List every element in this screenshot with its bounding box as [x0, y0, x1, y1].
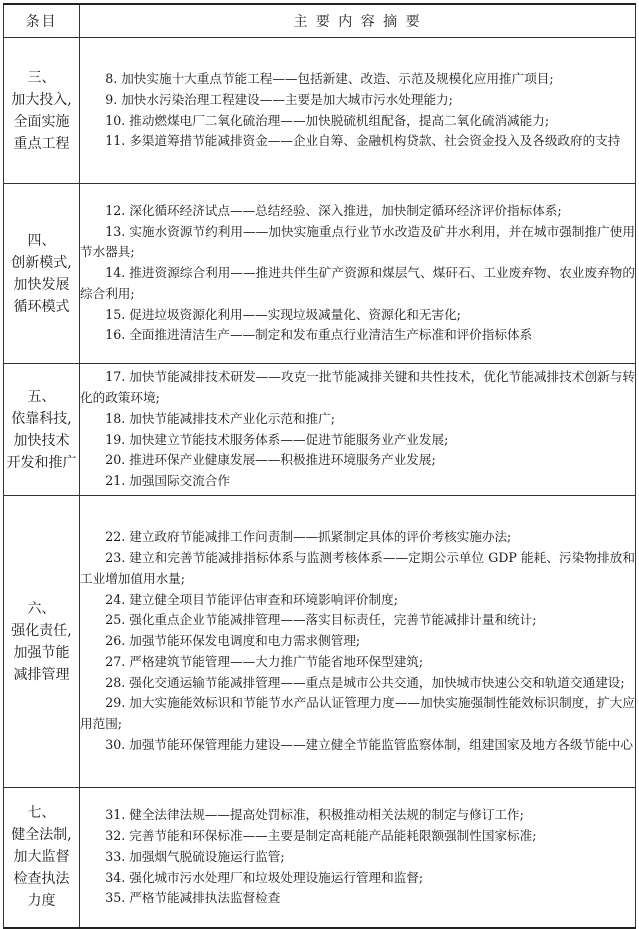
list-item: 23. 建立和完善节能减排指标体系与监测考核体系——定期公示单位 GDP 能耗、污染物排放和工业增加值用水量; — [80, 549, 635, 586]
section-items — [80, 496, 636, 788]
category-line: 加快技术 — [13, 432, 70, 449]
list-item: 9. 加快水污染治理工程建设——主要是加大城市污水处理能力; — [105, 91, 453, 107]
category-line: 检查执法 — [13, 871, 70, 888]
list-item: 20. 推进环保产业健康发展——积极推进环境服务产业发展; — [105, 452, 436, 468]
list-item: 25. 强化重点企业节能减排管理——落实目标责任，完善节能减排计量和统计; — [105, 612, 537, 628]
section-row — [4, 364, 636, 496]
section-category — [4, 38, 80, 184]
list-item: 22. 建立政府节能减排工作问责制——抓紧制定具体的评价考核实施办法; — [105, 529, 512, 545]
category-line: 力度 — [27, 893, 56, 910]
header-category: 条目 — [4, 4, 80, 38]
section-row — [4, 496, 636, 788]
list-item: 16. 全面推进清洁生产——制定和发布重点行业清洁生产标准和评价指标体系 — [105, 327, 533, 343]
category-line: 四、 — [27, 232, 56, 249]
list-item: 34. 强化城市污水处理厂和垃圾处理设施运行管理和监督; — [105, 869, 424, 885]
section-category — [4, 364, 80, 496]
category-line: 加大投入, — [11, 91, 72, 108]
category-line: 加大监督 — [13, 849, 70, 866]
summary-table — [3, 3, 636, 929]
list-item: 32. 完善节能和环保标准——主要是制定高耗能产品能耗限额强制性国家标准; — [105, 828, 537, 844]
section-items — [80, 788, 636, 928]
list-item: 13. 实施水资源节约利用——加快实施重点行业节水改造及矿井水利用，并在城市强制推广使用节水器具; — [80, 223, 635, 260]
category-line: 七、 — [27, 805, 56, 822]
list-item: 21. 加强国际交流合作 — [105, 473, 230, 489]
list-item: 8. 加快实施十大重点节能工程——包括新建、改造、示范及规模化应用推广项目; — [105, 70, 554, 86]
table-header-row — [4, 4, 636, 38]
category-line: 强化责任, — [11, 622, 72, 639]
category-line: 循环模式 — [13, 298, 70, 315]
category-line: 创新模式, — [11, 254, 72, 271]
list-item: 33. 加强烟气脱硫设施运行监管; — [105, 848, 285, 864]
section-row — [4, 38, 636, 184]
category-line: 加快发展 — [13, 276, 70, 293]
category-line: 六、 — [27, 600, 56, 617]
list-item: 15. 促进垃圾资源化利用——实现垃圾减量化、资源化和无害化; — [105, 306, 461, 322]
list-item: 28. 强化交通运输节能减排管理——重点是城市公共交通，加快城市快速公交和轨道交通建设; — [105, 674, 625, 690]
section-category — [4, 496, 80, 788]
list-item: 27. 严格建筑节能管理——大力推广节能省地环保型建筑; — [105, 653, 424, 669]
list-item: 24. 建立健全项目节能评估审查和环境影响评价制度; — [105, 591, 398, 607]
section-items — [80, 184, 636, 364]
list-item: 11. 多渠道筹措节能减排资金——企业自筹、金融机构贷款、社会资金投入及各级政府的支持 — [105, 133, 621, 149]
list-item: 26. 加强节能环保发电调度和电力需求侧管理; — [105, 633, 361, 649]
section-category — [4, 788, 80, 928]
category-line: 加强节能 — [13, 644, 70, 661]
section-items — [80, 38, 636, 184]
category-line: 开发和推广 — [6, 454, 77, 471]
category-line: 健全法制, — [11, 827, 72, 844]
category-line: 依靠科技, — [11, 410, 72, 427]
category-line: 全面实施 — [13, 113, 70, 130]
section-row — [4, 184, 636, 364]
list-item: 18. 加快节能减排技术产业化示范和推广; — [105, 410, 335, 426]
list-item: 30. 加强节能环保管理能力建设——建立健全节能监管监察体制，组建国家及地方各级节能中心 — [105, 737, 633, 753]
list-item: 29. 加大实施能效标识和节能节水产品认证管理力度——加快实施强制性能效标识制度，扩大应用范围; — [80, 695, 635, 732]
category-line: 五、 — [27, 388, 56, 405]
category-line: 减排管理 — [13, 666, 70, 683]
list-item: 17. 加快节能减排技术研发——攻克一批节能减排关键和共性技术，优化节能减排技术创新与转化的政策环境; — [80, 369, 635, 405]
category-line: 三、 — [27, 69, 56, 86]
section-category — [4, 184, 80, 364]
list-item: 10. 推动燃煤电厂二氧化硫治理——加快脱硫机组配备，提高二氧化硫消减能力; — [105, 112, 550, 128]
list-item: 19. 加快建立节能技术服务体系——促进节能服务业产业发展; — [105, 431, 449, 447]
category-line: 重点工程 — [13, 135, 70, 152]
header-summary: 主 要 内 容 摘 要 — [80, 4, 636, 38]
list-item: 12. 深化循环经济试点——总结经验、深入推进，加快制定循环经济评价指标体系; — [105, 202, 562, 218]
list-item: 14. 推进资源综合利用——推进共伴生矿产资源和煤层气、煤矸石、工业废弃物、农业废弃物的综合利用; — [80, 265, 635, 301]
section-items — [80, 364, 636, 496]
list-item: 31. 健全法律法规——提高处罚标准，积极推动相关法规的制定与修订工作; — [105, 807, 524, 823]
section-row — [4, 788, 636, 928]
list-item: 35. 严格节能减排执法监督检查 — [105, 890, 281, 906]
